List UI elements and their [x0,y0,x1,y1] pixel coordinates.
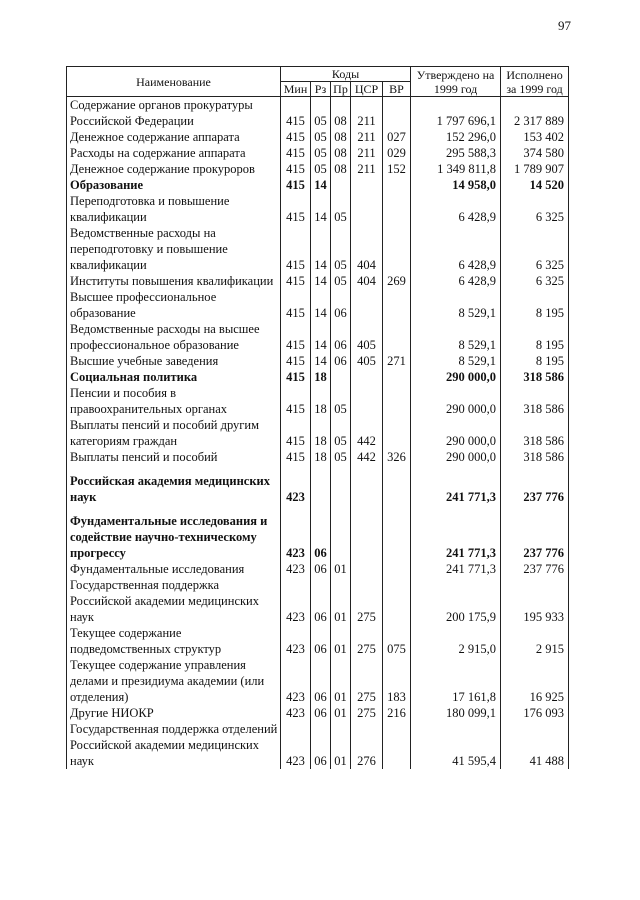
row-pr-code: 05 [331,225,351,273]
page-number: 97 [558,18,571,33]
row-approved-value: 290 000,0 [411,369,501,385]
row-vr-code [383,721,411,769]
row-rz-code: 06 [311,721,331,769]
row-min-code: 415 [281,193,311,225]
header-approved: Утверждено на 1999 год [411,67,501,97]
row-name: Фундаментальные исследования [67,561,281,577]
row-min-code: 415 [281,321,311,353]
row-rz-code: 06 [311,577,331,625]
row-approved-value: 152 296,0 [411,129,501,145]
table-row [67,161,569,177]
row-vr-code [383,385,411,417]
row-min-code: 415 [281,225,311,273]
spacer-cell [501,465,569,473]
table-row [67,417,569,449]
row-name: Текущее содержание подведомственных структур [67,625,281,657]
row-name: Российская академия медицинских наук [67,473,281,505]
row-min-code: 415 [281,161,311,177]
row-min-code: 415 [281,385,311,417]
row-rz-code: 18 [311,369,331,385]
table-row [67,273,569,289]
row-executed-value: 16 925 [501,657,569,705]
row-csr-code: 211 [351,129,383,145]
row-vr-code: 216 [383,705,411,721]
row-min-code: 423 [281,513,311,561]
row-csr-code: 405 [351,321,383,353]
row-rz-code: 14 [311,177,331,193]
table-row [67,721,569,769]
row-rz-code: 14 [311,321,331,353]
table-row [67,97,569,130]
row-csr-code: 275 [351,705,383,721]
row-min-code: 423 [281,561,311,577]
row-rz-code [311,473,331,505]
row-name: Высшие учебные заведения [67,353,281,369]
row-pr-code: 01 [331,721,351,769]
spacer-cell [501,505,569,513]
spacer-cell [351,505,383,513]
row-executed-value: 6 325 [501,273,569,289]
row-name: Ведомственные расходы на переподготовку и повышение квалификации [67,225,281,273]
row-csr-code [351,473,383,505]
spacer-cell [67,505,281,513]
row-approved-value: 1 349 811,8 [411,161,501,177]
spacer-cell [331,505,351,513]
row-pr-code: 05 [331,193,351,225]
table-row [67,625,569,657]
row-rz-code: 06 [311,513,331,561]
row-executed-value: 2 915 [501,625,569,657]
row-executed-value: 8 195 [501,353,569,369]
row-executed-value: 8 195 [501,321,569,353]
table-row [67,473,569,505]
row-csr-code: 404 [351,225,383,273]
row-rz-code: 05 [311,129,331,145]
row-executed-value: 14 520 [501,177,569,193]
row-name: Содержание органов прокуратуры Российской Федерации [67,97,281,130]
row-name: Другие НИОКР [67,705,281,721]
row-executed-value: 41 488 [501,721,569,769]
row-pr-code: 08 [331,161,351,177]
spacer-cell [411,505,501,513]
row-executed-value: 237 776 [501,473,569,505]
row-vr-code: 152 [383,161,411,177]
row-vr-code: 027 [383,129,411,145]
header-codes: Коды [281,67,411,82]
row-rz-code: 14 [311,289,331,321]
row-name: Государственная поддержка отделений Российской академии медицинских наук [67,721,281,769]
row-min-code: 423 [281,657,311,705]
row-name: Выплаты пенсий и пособий [67,449,281,465]
row-min-code: 423 [281,705,311,721]
row-executed-value: 237 776 [501,513,569,561]
row-rz-code: 14 [311,353,331,369]
row-approved-value: 1 797 696,1 [411,97,501,130]
row-pr-code [331,177,351,193]
row-approved-value: 241 771,3 [411,473,501,505]
row-executed-value: 318 586 [501,385,569,417]
budget-table-body [67,97,569,770]
row-approved-value: 290 000,0 [411,385,501,417]
row-csr-code [351,193,383,225]
table-row [67,657,569,705]
row-csr-code: 405 [351,353,383,369]
row-csr-code [351,177,383,193]
row-csr-code [351,385,383,417]
row-name: Текущее содержание управления делами и президиума академии (или отделения) [67,657,281,705]
row-csr-code [351,561,383,577]
row-vr-code [383,289,411,321]
budget-table [66,66,569,769]
row-csr-code [351,513,383,561]
row-vr-code: 029 [383,145,411,161]
row-vr-code [383,561,411,577]
row-name: Расходы на содержание аппарата [67,145,281,161]
spacer-cell [67,465,281,473]
row-vr-code: 183 [383,657,411,705]
header-executed: Исполнено за 1999 год [501,67,569,97]
spacer-cell [281,505,311,513]
table-row [67,193,569,225]
table-row [67,177,569,193]
row-pr-code: 01 [331,625,351,657]
row-executed-value: 318 586 [501,369,569,385]
row-rz-code: 18 [311,417,331,449]
row-pr-code: 01 [331,577,351,625]
header-vr: ВР [383,82,411,97]
row-executed-value: 176 093 [501,705,569,721]
row-vr-code: 075 [383,625,411,657]
row-name: Институты повышения квалификации [67,273,281,289]
header-name: Наименование [67,67,281,97]
row-rz-code: 05 [311,161,331,177]
row-executed-value: 1 789 907 [501,161,569,177]
row-min-code: 423 [281,577,311,625]
row-csr-code: 275 [351,625,383,657]
row-pr-code: 05 [331,273,351,289]
row-rz-code: 06 [311,561,331,577]
row-name: Образование [67,177,281,193]
table-row [67,385,569,417]
row-name: Денежное содержание аппарата [67,129,281,145]
row-rz-code: 06 [311,657,331,705]
row-vr-code: 269 [383,273,411,289]
row-name: Высшее профессиональное образование [67,289,281,321]
spacer-cell [383,505,411,513]
row-approved-value: 241 771,3 [411,513,501,561]
header-min: Мин [281,82,311,97]
row-vr-code [383,177,411,193]
row-approved-value: 8 529,1 [411,353,501,369]
table-row [67,513,569,561]
row-approved-value: 8 529,1 [411,289,501,321]
row-csr-code: 276 [351,721,383,769]
row-pr-code: 01 [331,561,351,577]
row-vr-code [383,321,411,353]
spacer-cell [311,505,331,513]
header-pr: Пр [331,82,351,97]
row-csr-code: 442 [351,417,383,449]
row-name: Выплаты пенсий и пособий другим категориям граждан [67,417,281,449]
row-rz-code: 06 [311,625,331,657]
row-pr-code: 05 [331,385,351,417]
row-approved-value: 200 175,9 [411,577,501,625]
row-min-code: 423 [281,721,311,769]
row-name: Социальная политика [67,369,281,385]
spacer-cell [281,465,311,473]
row-approved-value: 41 595,4 [411,721,501,769]
row-vr-code [383,97,411,130]
row-pr-code: 01 [331,657,351,705]
row-approved-value: 2 915,0 [411,625,501,657]
row-csr-code: 275 [351,657,383,705]
spacer-cell [411,465,501,473]
table-row [67,289,569,321]
row-pr-code: 05 [331,449,351,465]
spacer-cell [383,465,411,473]
table-row [67,561,569,577]
row-approved-value: 8 529,1 [411,321,501,353]
row-executed-value: 6 325 [501,225,569,273]
table-row [67,369,569,385]
row-min-code: 423 [281,625,311,657]
row-approved-value: 17 161,8 [411,657,501,705]
row-pr-code: 05 [331,417,351,449]
table-row [67,225,569,273]
row-csr-code: 442 [351,449,383,465]
row-rz-code: 05 [311,97,331,130]
table-row [67,129,569,145]
table-row [67,353,569,369]
row-vr-code: 271 [383,353,411,369]
row-min-code: 423 [281,473,311,505]
row-approved-value: 241 771,3 [411,561,501,577]
table-spacer-row [67,505,569,513]
row-vr-code [383,513,411,561]
spacer-cell [311,465,331,473]
table-row [67,705,569,721]
row-approved-value: 290 000,0 [411,417,501,449]
row-vr-code [383,193,411,225]
row-pr-code: 01 [331,705,351,721]
row-csr-code [351,289,383,321]
row-min-code: 415 [281,417,311,449]
row-approved-value: 14 958,0 [411,177,501,193]
row-csr-code: 404 [351,273,383,289]
row-rz-code: 05 [311,145,331,161]
row-name: Ведомственные расходы на высшее профессиональное образование [67,321,281,353]
row-csr-code: 211 [351,161,383,177]
row-rz-code: 06 [311,705,331,721]
spacer-cell [331,465,351,473]
row-name: Денежное содержание прокуроров [67,161,281,177]
row-pr-code: 06 [331,353,351,369]
row-pr-code: 06 [331,289,351,321]
row-csr-code: 211 [351,97,383,130]
row-csr-code [351,369,383,385]
row-rz-code: 14 [311,193,331,225]
row-min-code: 415 [281,145,311,161]
row-approved-value: 6 428,9 [411,273,501,289]
row-executed-value: 318 586 [501,449,569,465]
row-min-code: 415 [281,289,311,321]
row-vr-code [383,225,411,273]
table-row [67,449,569,465]
row-min-code: 415 [281,177,311,193]
row-pr-code [331,513,351,561]
row-approved-value: 6 428,9 [411,225,501,273]
row-csr-code: 275 [351,577,383,625]
row-executed-value: 2 317 889 [501,97,569,130]
row-pr-code: 08 [331,129,351,145]
row-executed-value: 8 195 [501,289,569,321]
row-approved-value: 290 000,0 [411,449,501,465]
row-vr-code [383,417,411,449]
row-pr-code: 08 [331,145,351,161]
row-rz-code: 14 [311,273,331,289]
table-row [67,321,569,353]
row-vr-code [383,369,411,385]
row-executed-value: 153 402 [501,129,569,145]
row-executed-value: 237 776 [501,561,569,577]
table-spacer-row [67,465,569,473]
row-vr-code [383,577,411,625]
row-vr-code: 326 [383,449,411,465]
row-name: Государственная поддержка Российской академии медицинских наук [67,577,281,625]
row-vr-code [383,473,411,505]
row-executed-value: 318 586 [501,417,569,449]
row-approved-value: 295 588,3 [411,145,501,161]
row-name: Фундаментальные исследования и содействие научно-техническому прогрессу [67,513,281,561]
row-executed-value: 6 325 [501,193,569,225]
row-min-code: 415 [281,129,311,145]
row-executed-value: 374 580 [501,145,569,161]
row-pr-code: 08 [331,97,351,130]
row-min-code: 415 [281,369,311,385]
row-name: Пенсии и пособия в правоохранительных органах [67,385,281,417]
row-pr-code [331,369,351,385]
row-pr-code [331,473,351,505]
row-pr-code: 06 [331,321,351,353]
header-csr: ЦСР [351,82,383,97]
row-approved-value: 180 099,1 [411,705,501,721]
row-rz-code: 18 [311,385,331,417]
row-executed-value: 195 933 [501,577,569,625]
row-csr-code: 211 [351,145,383,161]
row-rz-code: 18 [311,449,331,465]
row-min-code: 415 [281,449,311,465]
row-approved-value: 6 428,9 [411,193,501,225]
row-name: Переподготовка и повышение квалификации [67,193,281,225]
row-min-code: 415 [281,97,311,130]
header-rz: Рз [311,82,331,97]
row-min-code: 415 [281,273,311,289]
row-rz-code: 14 [311,225,331,273]
table-row [67,577,569,625]
row-min-code: 415 [281,353,311,369]
spacer-cell [351,465,383,473]
table-row [67,145,569,161]
